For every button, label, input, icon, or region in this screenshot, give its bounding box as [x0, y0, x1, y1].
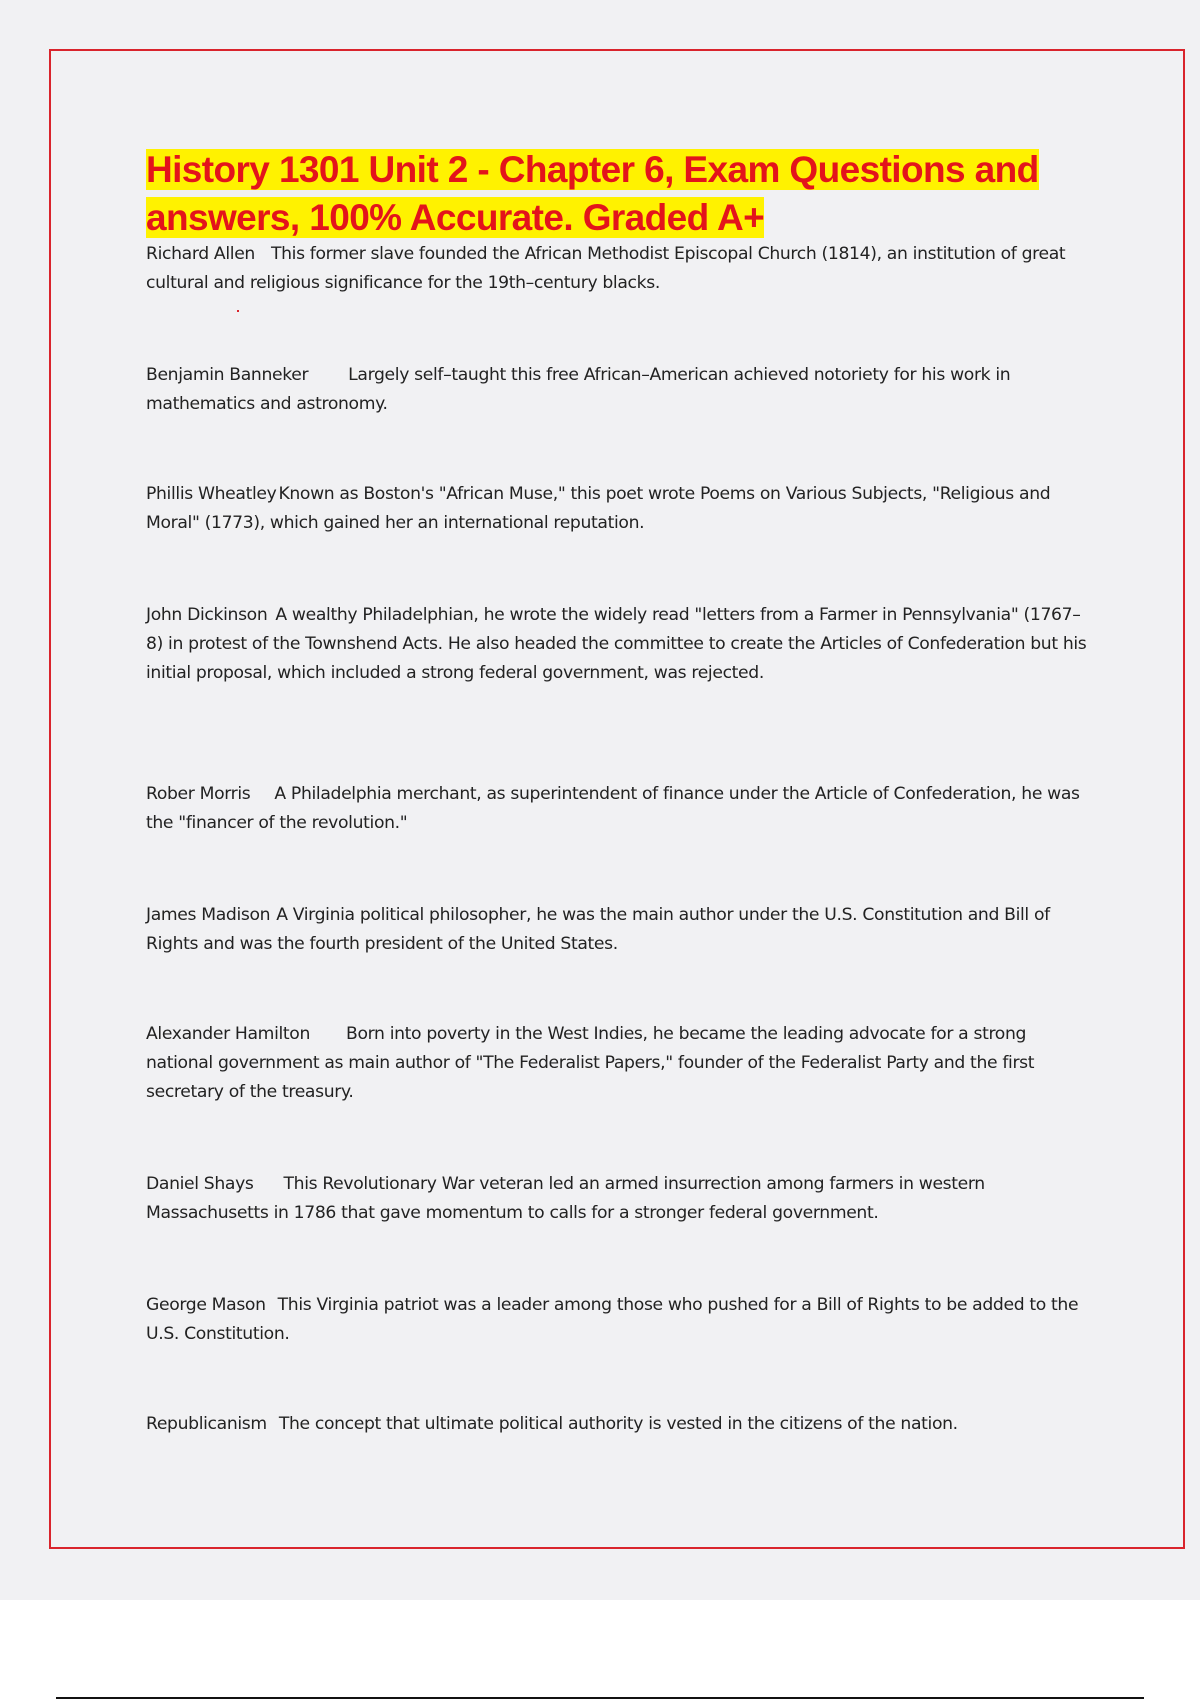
title-highlight: History 1301 Unit 2 - Chapter 6, Exam Questions and answers, 100% Accurate. Graded A+ [146, 149, 1039, 238]
document-content [146, 146, 1096, 1434]
entry-term: Richard Allen [146, 244, 255, 264]
entry-definition: This Revolutionary War veteran led an armed insurrection among farmers in western Massachusetts in 1786 that gave momentum to calls for a stronger federal government. [146, 1174, 985, 1223]
entry-term: Republicanism [146, 1414, 267, 1434]
entry-term: Alexander Hamilton [146, 1024, 311, 1044]
entry-definition: Known as Boston's "African Muse," this poet wrote Poems on Various Subjects, "Religious and Moral" (1773), which gained her an international reputation. [146, 484, 1051, 533]
entry-definition: The concept that ultimate political authority is vested in the citizens of the nation. [278, 1414, 958, 1434]
entry-republicanism [146, 1410, 958, 1439]
entry-definition: A wealthy Philadelphian, he wrote the widely read "letters from a Farmer in Pennsylvania" (1767–8) in protest of the Townshend Acts. He also headed the committee to create the Articles of Confederation but his initial proposal, which included a strong federal government, was rejected. [146, 605, 1087, 683]
entry-george-mason [146, 1291, 1096, 1349]
stray-mark [237, 310, 239, 312]
entry-rober-morris [146, 780, 1096, 838]
entry-alexander-hamilton [146, 1020, 1096, 1107]
entry-term: John Dickinson [146, 605, 268, 625]
entry-term: Benjamin Banneker [146, 365, 309, 385]
entry-term: George Mason [146, 1295, 266, 1315]
entry-definition: A Philadelphia merchant, as superintendent of finance under the Article of Confederation, he was the "financer of the revolution." [146, 784, 1080, 833]
entry-definition: This Virginia patriot was a leader among those who pushed for a Bill of Rights to be added to the U.S. Constitution. [146, 1295, 1079, 1344]
entry-term: Daniel Shays [146, 1174, 254, 1194]
entry-term: James Madison [146, 905, 271, 925]
entry-definition: This former slave founded the African Methodist Episcopal Church (1814), an institution of great cultural and religious significance for the 19th–century blacks. [146, 244, 1066, 293]
entry-richard-allen [146, 240, 1096, 298]
entry-benjamin-banneker [146, 361, 1096, 419]
document-title [146, 146, 1096, 242]
entry-definition: Largely self–taught this free African–American achieved notoriety for his work in mathematics and astronomy. [146, 365, 1011, 414]
entry-definition: A Virginia political philosopher, he was the main author under the U.S. Constitution and Bill of Rights and was the fourth president of the United States. [146, 905, 1050, 954]
bottom-rule [56, 1697, 1144, 1699]
entry-john-dickinson [146, 601, 1096, 688]
entry-term: Phillis Wheatley [146, 484, 277, 504]
entry-phillis-wheatley [146, 480, 1096, 538]
entry-james-madison [146, 901, 1096, 959]
entry-term: Rober Morris [146, 784, 251, 804]
entry-daniel-shays [146, 1170, 1096, 1228]
entry-definition: Born into poverty in the West Indies, he became the leading advocate for a strong national government as main author of "The Federalist Papers," founder of the Federalist Party and the first secretary of the treasury. [146, 1024, 1035, 1102]
